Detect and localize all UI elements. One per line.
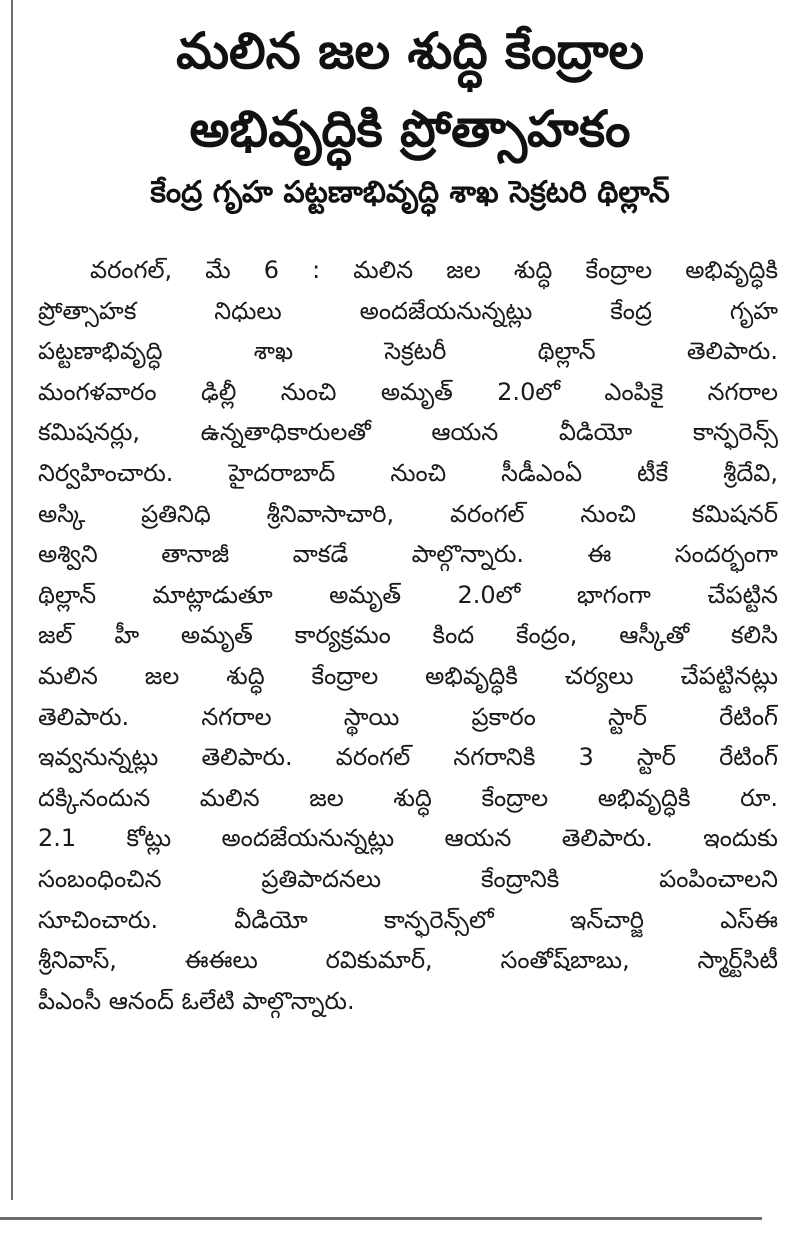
body-line: సంబంధించిన ప్రతిపాదనలు కేంద్రానికి పంపించాలని xyxy=(38,864,778,893)
body-line: పీఎంసీ ఆనంద్ ఓలేటి పాల్గొన్నారు. xyxy=(38,986,355,1015)
article-body xyxy=(38,250,778,1021)
body-line: జల్ హీ అమృత్ కార్యక్రమం కింద కేంద్రం, ఆస్కీతో కలిసి xyxy=(38,621,778,650)
body-line: అస్కి ప్రతినిధి శ్రీనివాసాచారి, వరంగల్ నుంచి కమిషనర్ xyxy=(38,499,778,528)
body-line: దక్కినందున మలిన జల శుద్ధి కేంద్రాల అభివృద్ధికి రూ. xyxy=(38,783,778,812)
body-line: వరంగల్, మే 6 : మలిన జల శుద్ధి కేంద్రాల అభివృద్ధికి xyxy=(90,256,778,284)
body-line: ప్రోత్సాహక నిధులు అందజేయనున్నట్లు కేంద్ర గృహ xyxy=(38,296,778,325)
body-line: సూచించారు. వీడియో కాన్ఫరెన్స్‌లో ఇన్‌చార్జి ఎస్ఈ xyxy=(38,905,778,934)
headline-line-1: మలిన జల శుద్ధి కేంద్రాల xyxy=(176,22,644,80)
body-line: నిర్వహించారు. హైదరాబాద్ నుంచి సీడీఎంఏ టీకే శ్రీదేవి, xyxy=(38,458,778,487)
body-line: మంగళవారం ఢిల్లీ నుంచి అమృత్ 2.0లో ఎంపికై నగరాల xyxy=(38,377,778,406)
body-line: మలిన జల శుద్ధి కేంద్రాల అభివృద్ధికి చర్యలు చేపట్టినట్లు xyxy=(38,661,778,690)
headline-line-2: అభివృద్ధికి ప్రోత్సాహకం xyxy=(189,100,631,158)
body-line: కమిషనర్లు, ఉన్నతాధికారులతో ఆయన వీడియో కాన్ఫరెన్స్ xyxy=(38,418,778,447)
left-border-rule xyxy=(11,0,13,1200)
body-line: థిల్లాన్ మాట్లాడుతూ అమృత్ 2.0లో భాగంగా చేపట్టిన xyxy=(38,580,778,609)
body-line: ఇవ్వనున్నట్లు తెలిపారు. వరంగల్ నగరానికి 3 స్టార్ రేటింగ్ xyxy=(38,743,778,772)
body-line: అశ్విని తానాజీ వాకడే పాల్గొన్నారు. ఈ సందర్భంగా xyxy=(38,540,778,569)
bottom-border-rule xyxy=(0,1217,762,1220)
body-line: తెలిపారు. నగరాల స్థాయి ప్రకారం స్టార్ రేటింగ్ xyxy=(38,702,778,731)
body-line: 2.1 కోట్లు అందజేయనున్నట్లు ఆయన తెలిపారు. ఇందుకు xyxy=(38,824,778,853)
body-line: శ్రీనివాస్, ఈఈలు రవికుమార్, సంతోష్‌బాబు, స్మార్ట్‌సిటీ xyxy=(38,946,778,975)
body-line: పట్టణాభివృద్ధి శాఖ సెక్రటరీ థిల్లాన్ తెలిపారు. xyxy=(38,337,778,366)
subheadline: కేంద్ర గృహ పట్టణాభివృద్ధి శాఖ సెక్రటరి థిల్లాన్ xyxy=(150,175,670,210)
